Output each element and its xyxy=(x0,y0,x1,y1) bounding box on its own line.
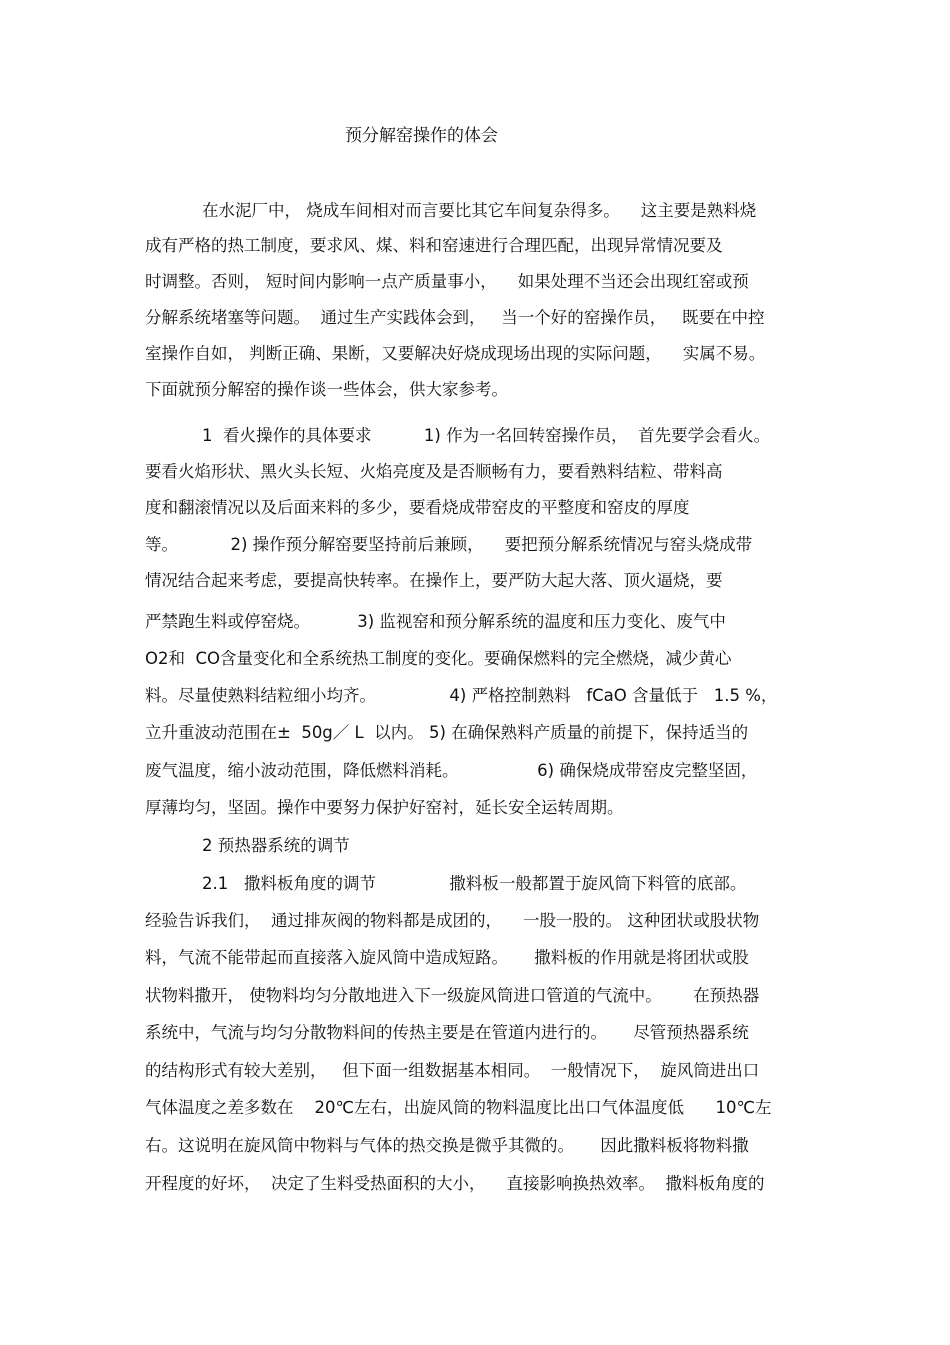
paragraph-line: 室操作自如， 判断正确、果断，又要解决好烧成现场出现的实际问题， 实属不易。 xyxy=(145,344,766,363)
paragraph-line: 料。尽量使熟料结粒细小均齐。 4) 严格控制熟料 fCaO 含量低于 1.5 %， xyxy=(145,686,778,705)
paragraph-line: 右。这说明在旋风筒中物料与气体的热交换是微乎其微的。 因此撒料板将物料撒 xyxy=(145,1136,749,1155)
paragraph-line: 要看火焰形状、黑火头长短、火焰亮度及是否顺畅有力，要看熟料结粒、带料高 xyxy=(145,462,723,481)
paragraph-line: O2和 CO含量变化和全系统热工制度的变化。要确保燃料的完全燃烧，减少黄心 xyxy=(145,649,732,668)
paragraph-line: 时调整。否则， 短时间内影响一点产质量事小， 如果处理不当还会出现红窑或预 xyxy=(145,272,749,291)
subsection-line: 2.1 撒料板角度的调节 撒料板一般都置于旋风筒下料管的底部。 xyxy=(202,874,747,893)
paragraph-line: 气体温度之差多数在 20℃左右，出旋风筒的物料温度比出口气体温度低 10℃左 xyxy=(145,1098,772,1117)
section-heading: 2 预热器系统的调节 xyxy=(202,836,350,855)
paragraph-line: 开程度的好坏， 决定了生料受热面积的大小， 直接影响换热效率。 撒料板角度的 xyxy=(145,1174,765,1193)
paragraph-line: 厚薄均匀，坚固。操作中要努力保护好窑衬，延长安全运转周期。 xyxy=(145,798,624,817)
paragraph-line: 成有严格的热工制度，要求风、煤、料和窑速进行合理匹配，出现异常情况要及 xyxy=(145,236,723,255)
paragraph-line: 的结构形式有较大差别， 但下面一组数据基本相同。 一般情况下， 旋风筒进出口 xyxy=(145,1061,760,1080)
paragraph-line: 下面就预分解窑的操作谈一些体会，供大家参考。 xyxy=(145,380,508,399)
paragraph-line: 在水泥厂中， 烧成车间相对而言要比其它车间复杂得多。 这主要是熟料烧 xyxy=(202,201,757,220)
paragraph-line: 情况结合起来考虑，要提高快转率。在操作上，要严防大起大落、顶火逼烧，要 xyxy=(145,571,723,590)
paragraph-line: 系统中，气流与均匀分散物料间的传热主要是在管道内进行的。 尽管预热器系统 xyxy=(145,1023,749,1042)
document-title: 预分解窑操作的体会 xyxy=(345,126,498,146)
paragraph-line: 料，气流不能带起而直接落入旋风筒中造成短路。 撒料板的作用就是将团状或股 xyxy=(145,948,749,967)
paragraph-line: 度和翻滚情况以及后面来料的多少，要看烧成带窑皮的平整度和窑皮的厚度 xyxy=(145,498,690,517)
paragraph-line: 废气温度，缩小波动范围，降低燃料消耗。 6) 确保烧成带窑皮完整坚固， xyxy=(145,761,758,780)
paragraph-line: 分解系统堵塞等问题。 通过生产实践体会到， 当一个好的窑操作员， 既要在中控 xyxy=(145,308,765,327)
paragraph-line: 等。 2) 操作预分解窑要坚持前后兼顾， 要把预分解系统情况与窑头烧成带 xyxy=(145,535,753,554)
paragraph-line: 1 看火操作的具体要求 1) 作为一名回转窑操作员， 首先要学会看火。 xyxy=(202,426,771,445)
paragraph-line: 经验告诉我们， 通过排灰阀的物料都是成团的， 一股一股的。 这种团状或股状物 xyxy=(145,911,760,930)
paragraph-line: 立升重波动范围在± 50g／ L 以内。 5) 在确保熟料产质量的前提下，保持适当的 xyxy=(145,723,749,742)
paragraph-line: 状物料撒开， 使物料均匀分散地进入下一级旋风筒进口管道的气流中。 在预热器 xyxy=(145,986,760,1005)
paragraph-line: 严禁跑生料或停窑烧。 3) 监视窑和预分解系统的温度和压力变化、废气中 xyxy=(145,612,726,631)
